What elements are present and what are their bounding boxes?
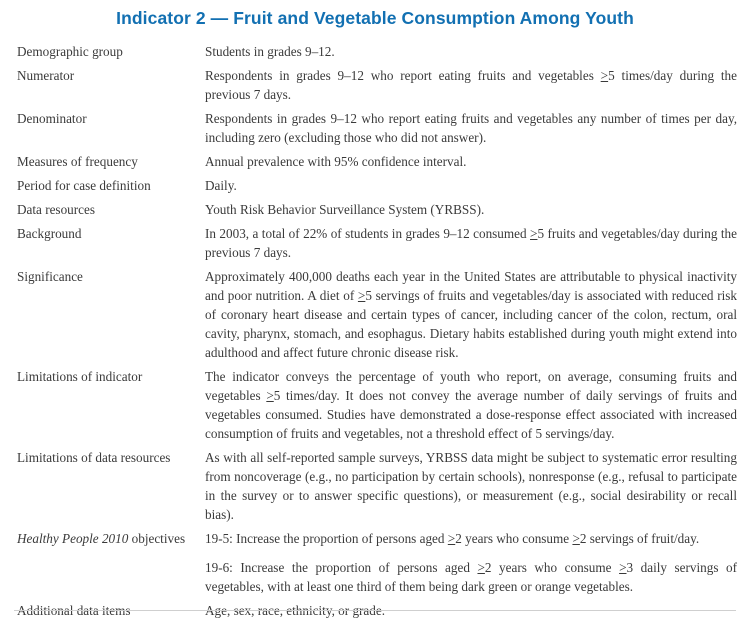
row-value bbox=[205, 109, 737, 147]
value-paragraph: Students in grades 9–12. bbox=[205, 44, 335, 59]
bottom-divider bbox=[14, 610, 736, 611]
value-paragraph: Youth Risk Behavior Surveillance System (YRBSS). bbox=[205, 202, 485, 217]
table-row-demographic-group bbox=[17, 42, 737, 61]
row-label: Additional data items bbox=[17, 603, 131, 618]
row-label-rest: objectives bbox=[128, 531, 186, 546]
row-label: Significance bbox=[17, 269, 83, 284]
value-paragraph: Approximately 400,000 deaths each year in the United States are attributable to physical inactivity and poor nutrition. A diet of >5 servings of fruits and vegetables/day is associated with reduced risk of coronary heart disease and certain types of cancer, including cancer of the colon, rectum, oral cavity, pharynx, stomach, and esophagus. Dietary habits established during youth might extend into adulthood and affect future chronic disease risk. bbox=[205, 269, 737, 360]
row-value bbox=[205, 224, 737, 262]
row-value bbox=[205, 42, 737, 61]
row-label: Numerator bbox=[17, 68, 75, 83]
table-row-limitations-of-indicator bbox=[17, 367, 737, 443]
table-row-measures-of-frequency bbox=[17, 152, 737, 171]
row-value bbox=[205, 448, 737, 524]
table-row-significance bbox=[17, 267, 737, 362]
row-label: Denominator bbox=[17, 111, 87, 126]
value-paragraph: The indicator conveys the percentage of youth who report, on average, consuming fruits and vegetables >5 times/day. It does not convey the average number of daily servings of fruits and vegetables consumed. Studies have demonstrated a dose-response effect associated with increased consumption of fruits and vegetables, not a threshold effect of 5 servings/day. bbox=[205, 369, 737, 441]
table-row-denominator bbox=[17, 109, 737, 147]
value-paragraph: In 2003, a total of 22% of students in grades 9–12 consumed >5 fruits and vegetables/day during the previous 7 days. bbox=[205, 226, 738, 260]
value-paragraph: 19-5: Increase the proportion of persons aged >2 years who consume >2 servings of fruit/day. bbox=[205, 531, 700, 546]
table-row-numerator bbox=[17, 66, 737, 104]
row-label: Limitations of indicator bbox=[17, 369, 143, 384]
value-paragraph: As with all self-reported sample surveys, YRBSS data might be subject to systematic error resulting from noncoverage (e.g., no participation by certain schools), nonresponse (e.g., refusal to participate in the survey or to answer specific questions), or measurement (e.g., social desirability or recall bias). bbox=[205, 450, 737, 522]
row-label: Background bbox=[17, 226, 82, 241]
value-paragraph: Annual prevalence with 95% confidence interval. bbox=[205, 154, 467, 169]
page-title: Indicator 2 — Fruit and Vegetable Consumption Among Youth bbox=[116, 8, 634, 28]
table-row-healthy-people-2010-objectives bbox=[17, 529, 737, 596]
row-label: Limitations of data resources bbox=[17, 450, 171, 465]
row-label: Demographic group bbox=[17, 44, 123, 59]
value-paragraph: Age, sex, race, ethnicity, or grade. bbox=[205, 603, 386, 618]
value-paragraph: Daily. bbox=[205, 178, 237, 193]
value-paragraph: Respondents in grades 9–12 who report eating fruits and vegetables >5 times/day during the previous 7 days. bbox=[205, 68, 737, 102]
row-label: Data resources bbox=[17, 202, 95, 217]
row-label: Measures of frequency bbox=[17, 154, 138, 169]
row-label: Period for case definition bbox=[17, 178, 151, 193]
row-value bbox=[205, 267, 737, 362]
table-row-data-resources bbox=[17, 200, 737, 219]
row-value bbox=[205, 367, 737, 443]
table-row-limitations-of-data-resources bbox=[17, 448, 737, 524]
row-value bbox=[205, 529, 737, 596]
row-label bbox=[17, 529, 205, 596]
row-value bbox=[205, 200, 737, 219]
value-paragraph: 19-6: Increase the proportion of persons aged >2 years who consume >3 daily servings of vegetables, with at least one third of them being dark green or orange vegetables. bbox=[205, 560, 738, 594]
indicator-definition-table bbox=[17, 42, 737, 619]
row-value bbox=[205, 66, 737, 104]
row-label-italic: Healthy People 2010 bbox=[17, 531, 129, 546]
row-value bbox=[205, 152, 737, 171]
value-paragraph: Respondents in grades 9–12 who report eating fruits and vegetables any number of times per day, including zero (excluding those who did not answer). bbox=[205, 111, 737, 145]
row-value bbox=[205, 176, 737, 195]
table-row-background bbox=[17, 224, 737, 262]
table-row-period-for-case-definition bbox=[17, 176, 737, 195]
